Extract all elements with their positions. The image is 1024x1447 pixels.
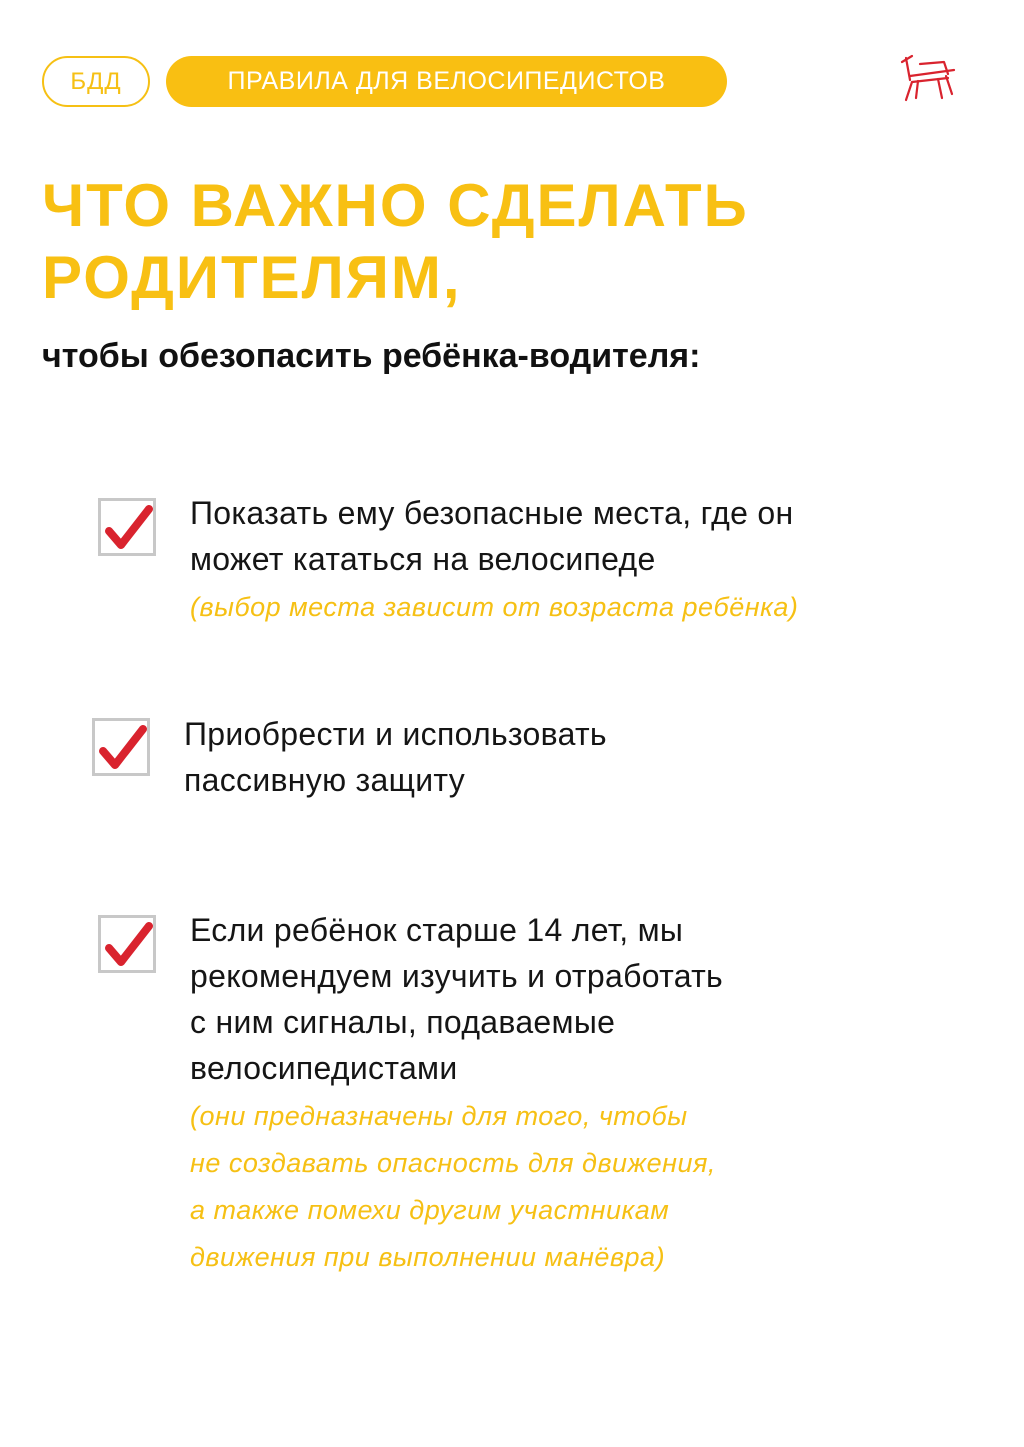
item-text: [184, 711, 607, 803]
item-note: [190, 1093, 716, 1281]
item-note-line: (они предназначены для того, чтобы: [190, 1101, 688, 1131]
item-note-line: не создавать опасность для движения,: [190, 1148, 716, 1178]
item-text: [190, 490, 793, 582]
item-text-line: Показать ему безопасные места, где он: [190, 495, 794, 531]
subheading: чтобы обезопасить ребёнка-водителя:: [42, 337, 701, 375]
headline-line-2: РОДИТЕЛЯМ,: [42, 244, 462, 311]
item-note-line: а также помехи другим участникам: [190, 1195, 670, 1225]
tag-bdd: [42, 56, 150, 107]
headline: [42, 170, 942, 314]
checkbox: [98, 915, 156, 973]
checkbox: [92, 718, 150, 776]
headline-line-1: ЧТО ВАЖНО СДЕЛАТЬ: [42, 172, 749, 239]
item-text-line: Приобрести и использовать: [184, 716, 607, 752]
item-text-line: велосипедистами: [190, 1050, 458, 1086]
checkmark-icon: [97, 723, 149, 775]
tag-cyclist-rules: [166, 56, 727, 107]
item-text-line: с ним сигналы, подаваемые: [190, 1004, 616, 1040]
checkbox: [98, 498, 156, 556]
checkmark-icon: [103, 920, 155, 972]
item-text-line: пассивную защиту: [184, 762, 466, 798]
item-note-line: движения при выполнении манёвра): [190, 1242, 666, 1272]
tag-bdd-label: БДД: [70, 67, 122, 95]
item-text-line: Если ребёнок старше 14 лет, мы: [190, 912, 684, 948]
chair-logo-icon: [898, 52, 960, 102]
tag-cyclist-rules-label: ПРАВИЛА ДЛЯ ВЕЛОСИПЕДИСТОВ: [227, 67, 666, 95]
checkmark-icon: [103, 503, 155, 555]
item-text-line: рекомендуем изучить и отработать: [190, 958, 724, 994]
item-text-line: может кататься на велосипеде: [190, 541, 656, 577]
item-note-line: (выбор места зависит от возраста ребёнка): [190, 592, 799, 622]
item-text: [190, 907, 723, 1091]
item-note: [190, 584, 798, 631]
